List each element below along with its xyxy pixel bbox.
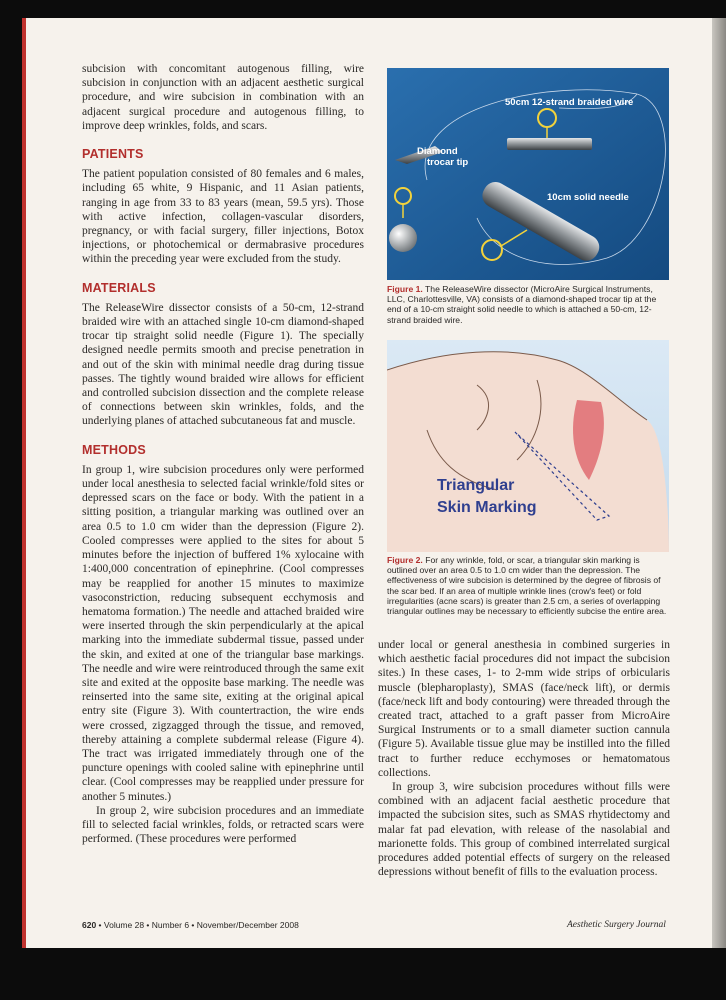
label-solid-needle: 10cm solid needle: [547, 192, 629, 203]
patients-paragraph: The patient population consisted of 80 females and 6 males, including 65 white, 9 Hispanic, and 11 Asian patients, ranging in age from 33 to 83 years (mean, 59.5 yrs). Those with active infection, collagen-vascular disorders, pregnancy, or with facial surgery, filler injections, Botox injections, or photochemical or dermabrasive procedures within the preceding year were excluded from the study.: [82, 168, 364, 266]
page-edge-shadow: [712, 18, 726, 948]
methods-paragraph-2: In group 2, wire subcision procedures and an immediate fill to selected facial wrinkles, folds, or retracted scars were performed. (These procedures were performed: [82, 804, 364, 846]
footer-journal-info: [82, 920, 299, 930]
figure-2-illustration: [387, 340, 669, 552]
right-paragraph-2: In group 3, wire subcision procedures without fills were combined with an adjacent facial aesthetic procedure that impacted the subcision sites, such as SMAS rhytidectomy and malar fat pad elevation, with release of the nasolabial and marionette folds. This group of combined interrelated surgical procedures added potential effects of surgery on the released depressions without benefit of fills to the evaluation process.: [378, 781, 670, 879]
braided-wire-shape: [507, 138, 592, 150]
materials-paragraph: The ReleaseWire dissector consists of a 50-cm, 12-strand braided wire with an attached single 10-cm diamond-shaped trocar tip straight solid needle (Figure 1). The specially designed needle permits smooth and precise penetration in and out of the skin with minimal needle drag during tissue passes. The tightly wound braided wire allows for efficient and controlled subcision dissection and the complete release of connections between skin wrinkles, folds, and the underlying planes of attached subcutaneous fat and muscle.: [82, 301, 364, 428]
patients-heading: PATIENTS: [82, 147, 144, 162]
figure-2-caption: Figure 2. For any wrinkle, fold, or scar, a triangular skin marking is outlined over an area 0.5 to 1.0 cm wider than the depression. The effectiveness of wire subcision is determined by the degree of fibrosis of the scar bed. If an area of multiple wrinkle lines (crow's feet) or fold irregularities (acne scars) is greater than 2.5 cm, a series of overlapping triangular outlines may be necessary to efficiently subcise the entire area.: [387, 555, 667, 617]
volume-info: • Volume 28 • Number 6 • November/December 2008: [96, 920, 299, 930]
methods-paragraph-1: In group 1, wire subcision procedures only were performed under local anesthesia to selected facial wrinkle/fold sites or depressed scars on the face or body. With the patient in a sitting position, a triangular marking was outlined over an area 0.5 to 1.0 cm wider than the depression (Figure 2). Cooled compresses were applied to the sites for about 5 minutes before the injection of buffered 1% xylocaine with 1:400,000 concentration of epinephrine. (Cool compresses may be reapplied for another 15 minutes to maximize vasoconstriction, reducing subsequent ecchymosis and hematoma formation.) The needle and attached braided wire were inserted through the skin perpendicularly at the apical marking into the immediate subdermal tissue, passed under the skin, and exited at one of the triangular base markings. The needle and wire were reintroduced through the same exit site and exited at the opposite base marking. The needle was reinserted into the same site, exiting at the original apical entry site (Figure 3). With countertraction, the wire ends were crossed, zigzagged through the tissue, and removed, thereby attaining a complete subdermal release (Figure 4). The tract was irrigated immediately through one of the puncture openings with cooled saline with epinephrine until clear. (Cool compresses may be reapplied under pressure for another 5 minutes.): [82, 463, 364, 803]
journal-page: [22, 18, 712, 948]
label-diamond: Diamond: [417, 146, 458, 157]
page-number: 620: [82, 920, 97, 930]
figure-1-caption: Figure 1. The ReleaseWire dissector (MicroAire Surgical Instruments, LLC, Charlottesville, VA) consists of a diamond-shaped trocar tip at the end of a 10-cm straight solid needle to which is attached a 50-cm, 12-strand braided wire.: [387, 284, 657, 325]
label-trocar-tip: trocar tip: [427, 157, 469, 168]
left-column: [82, 62, 364, 846]
right-paragraph-1: under local or general anesthesia in combined surgeries in which aesthetic facial procedures did not impact the subcision sites.) In these cases, 1- to 2-mm wide strips of orbicularis muscle (blepharoplasty), SMAS (face/neck lift), or dermis (face/neck lift and body contouring) were threaded through the created tract, attached to a graft passer from MicroAire Surgical Instruments or to a small diameter suction cannula (Figure 5). Available tissue glue may be instilled into the filled tract to further reduce ecchymoses or hematomatous collections.: [378, 639, 670, 779]
figure-1-illustration: [387, 68, 669, 280]
methods-heading: METHODS: [82, 442, 146, 457]
trocar-detail-ball: [389, 224, 417, 252]
label-triangular: Triangular: [437, 477, 515, 494]
right-column: [378, 638, 670, 879]
materials-heading: MATERIALS: [82, 280, 156, 295]
intro-paragraph: subcision with concomitant autogenous filling, wire subcision in conjunction with an adjacent aesthetic surgical procedure, and wire subcision in combination with an adjacent surgical procedure and autogenous filling, to improve deep wrinkles, folds, and scars.: [82, 63, 364, 132]
label-braided-wire: 50cm 12-strand braided wire: [505, 97, 634, 108]
footer-journal-name: Aesthetic Surgery Journal: [567, 920, 666, 930]
label-skin-marking: Skin Marking: [437, 499, 537, 516]
